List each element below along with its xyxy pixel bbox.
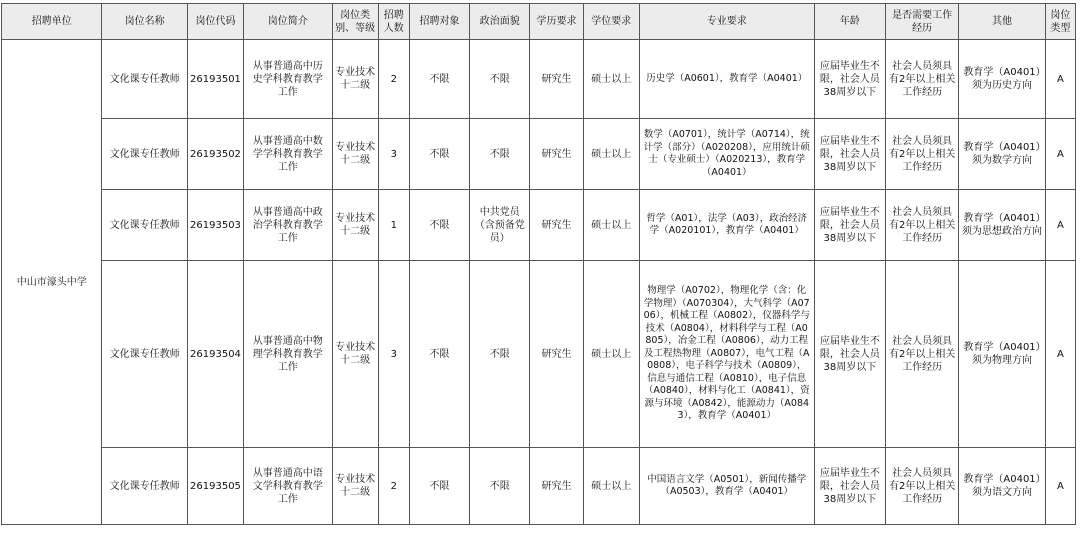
- degree-cell: 硕士以上: [583, 448, 639, 525]
- header-type: 岗位类型: [1045, 4, 1075, 40]
- header-target: 招聘对象: [409, 4, 469, 40]
- political-cell: 不限: [470, 119, 530, 190]
- category-cell: 专业技术十二级: [332, 448, 378, 525]
- type-cell: A: [1045, 448, 1075, 525]
- other-cell: 教育学（A0401）须为语文方向: [959, 448, 1045, 525]
- other-cell: 教育学（A0401）须为数学方向: [959, 119, 1045, 190]
- other-cell: 教育学（A0401）须为物理方向: [959, 261, 1045, 448]
- experience-cell: 社会人员须具有2年以上相关工作经历: [886, 119, 959, 190]
- position-name-cell: 文化课专任教师: [102, 261, 187, 448]
- experience-cell: 社会人员须具有2年以上相关工作经历: [886, 448, 959, 525]
- position-name-cell: 文化课专任教师: [102, 448, 187, 525]
- count-cell: 3: [378, 119, 409, 190]
- age-cell: 应届毕业生不限，社会人员38周岁以下: [814, 261, 885, 448]
- count-cell: 3: [378, 261, 409, 448]
- type-cell: A: [1045, 119, 1075, 190]
- position-code-cell: 26193503: [187, 190, 243, 261]
- count-cell: 1: [378, 190, 409, 261]
- category-cell: 专业技术十二级: [332, 261, 378, 448]
- political-cell: 中共党员（含预备党员）: [470, 190, 530, 261]
- age-cell: 应届毕业生不限，社会人员38周岁以下: [814, 40, 885, 119]
- count-cell: 2: [378, 40, 409, 119]
- header-age: 年龄: [814, 4, 885, 40]
- header-experience: 是否需要工作经历: [886, 4, 959, 40]
- position-intro-cell: 从事普通高中物理学科教育教学工作: [244, 261, 332, 448]
- education-cell: 研究生: [530, 190, 583, 261]
- header-count: 招聘人数: [378, 4, 409, 40]
- category-cell: 专业技术十二级: [332, 40, 378, 119]
- target-cell: 不限: [409, 40, 469, 119]
- political-cell: 不限: [470, 261, 530, 448]
- recruiting-unit-cell: 中山市濠头中学: [2, 40, 102, 525]
- target-cell: 不限: [409, 190, 469, 261]
- experience-cell: 社会人员须具有2年以上相关工作经历: [886, 40, 959, 119]
- degree-cell: 硕士以上: [583, 40, 639, 119]
- recruitment-table: [1, 3, 1076, 525]
- header-political: 政治面貌: [470, 4, 530, 40]
- education-cell: 研究生: [530, 40, 583, 119]
- header-degree: 学位要求: [583, 4, 639, 40]
- major-cell: 哲学（A01），法学（A03），政治经济学（A020101），教育学（A0401）: [639, 190, 814, 261]
- table-row: [2, 448, 1076, 525]
- header-education: 学历要求: [530, 4, 583, 40]
- target-cell: 不限: [409, 261, 469, 448]
- major-cell: 数学（A0701），统计学（A0714），统计学（部分）（A020208），应用统计硕士（专业硕士）（A020213），教育学（A0401）: [639, 119, 814, 190]
- position-code-cell: 26193501: [187, 40, 243, 119]
- position-intro-cell: 从事普通高中历史学科教育教学工作: [244, 40, 332, 119]
- table-row: [2, 190, 1076, 261]
- type-cell: A: [1045, 40, 1075, 119]
- position-code-cell: 26193504: [187, 261, 243, 448]
- experience-cell: 社会人员须具有2年以上相关工作经历: [886, 261, 959, 448]
- major-cell: 物理学（A0702），物理化学（含：化学物理）（A070304），大气科学（A0706），机械工程（A0802），仪器科学与技术（A0804），材料科学与工程（A0805），冶金工程（A0806），动力工程及工程热物理（A0807），电气工程（A0808），电子科学与技术（A0809），信息与通信工程（A0810），电子信息（A0840），材料与化工（A0841），资源与环境（A0842），能源动力（A0843），教育学（A0401）: [639, 261, 814, 448]
- age-cell: 应届毕业生不限，社会人员38周岁以下: [814, 448, 885, 525]
- education-cell: 研究生: [530, 119, 583, 190]
- header-unit: 招聘单位: [2, 4, 102, 40]
- table-row: [2, 261, 1076, 448]
- type-cell: A: [1045, 190, 1075, 261]
- header-position-name: 岗位名称: [102, 4, 187, 40]
- count-cell: 2: [378, 448, 409, 525]
- type-cell: A: [1045, 261, 1075, 448]
- position-name-cell: 文化课专任教师: [102, 40, 187, 119]
- target-cell: 不限: [409, 119, 469, 190]
- header-other: 其他: [959, 4, 1045, 40]
- other-cell: 教育学（A0401）须为思想政治方向: [959, 190, 1045, 261]
- political-cell: 不限: [470, 448, 530, 525]
- header-row: [2, 4, 1076, 40]
- age-cell: 应届毕业生不限，社会人员38周岁以下: [814, 190, 885, 261]
- position-code-cell: 26193502: [187, 119, 243, 190]
- target-cell: 不限: [409, 448, 469, 525]
- major-cell: 历史学（A0601），教育学（A0401）: [639, 40, 814, 119]
- political-cell: 不限: [470, 40, 530, 119]
- major-cell: 中国语言文学（A0501），新闻传播学（A0503），教育学（A0401）: [639, 448, 814, 525]
- other-cell: 教育学（A0401）须为历史方向: [959, 40, 1045, 119]
- category-cell: 专业技术十二级: [332, 119, 378, 190]
- experience-cell: 社会人员须具有2年以上相关工作经历: [886, 190, 959, 261]
- header-category: 岗位类别、等级: [332, 4, 378, 40]
- position-intro-cell: 从事普通高中数学学科教育教学工作: [244, 119, 332, 190]
- header-major: 专业要求: [639, 4, 814, 40]
- degree-cell: 硕士以上: [583, 119, 639, 190]
- position-intro-cell: 从事普通高中政治学科教育教学工作: [244, 190, 332, 261]
- position-name-cell: 文化课专任教师: [102, 190, 187, 261]
- category-cell: 专业技术十二级: [332, 190, 378, 261]
- education-cell: 研究生: [530, 261, 583, 448]
- position-intro-cell: 从事普通高中语文学科教育教学工作: [244, 448, 332, 525]
- header-position-intro: 岗位简介: [244, 4, 332, 40]
- age-cell: 应届毕业生不限，社会人员38周岁以下: [814, 119, 885, 190]
- table-row: [2, 119, 1076, 190]
- header-position-code: 岗位代码: [187, 4, 243, 40]
- position-name-cell: 文化课专任教师: [102, 119, 187, 190]
- position-code-cell: 26193505: [187, 448, 243, 525]
- degree-cell: 硕士以上: [583, 261, 639, 448]
- table-row: [2, 40, 1076, 119]
- degree-cell: 硕士以上: [583, 190, 639, 261]
- education-cell: 研究生: [530, 448, 583, 525]
